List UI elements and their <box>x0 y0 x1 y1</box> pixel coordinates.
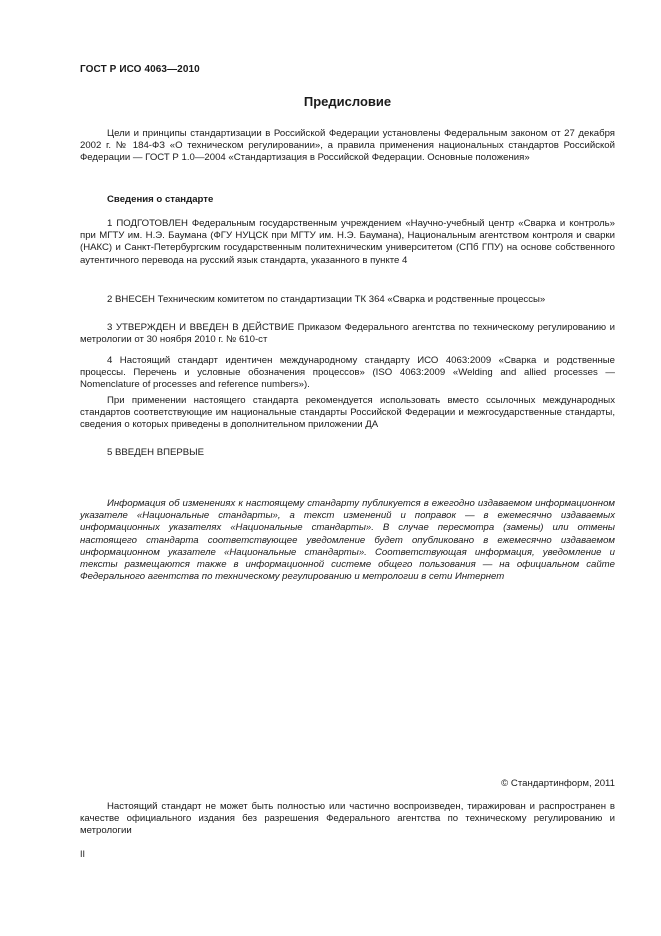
intro-text: Цели и принципы стандартизации в Российской Федерации установлены Федеральным законом от 27 декабря 2002 г. № 184-ФЗ «О техническом регулировании», а правила применения национальных стандартов Российской Федерации — ГОСТ Р 1.0—2004 «Стандартизация в Российской Федерации. Основные положения» <box>80 128 615 164</box>
item-4-note-text: При применении настоящего стандарта рекомендуется использовать вместо ссылочных международных стандартов соответствующие им национальные стандарты Российской Федерации и межгосударственные стандарты, сведения о которых приведены в дополнительном приложении ДА <box>80 394 615 431</box>
item-2-text: 2 ВНЕСЕН Техническим комитетом по стандартизации ТК 364 «Сварка и родственные процессы» <box>107 294 546 305</box>
section-heading-text: Сведения о стандарте <box>107 194 214 205</box>
intro-paragraph <box>80 128 615 165</box>
item-3-paragraph <box>80 322 615 346</box>
item-4-paragraph <box>80 355 615 431</box>
reproduction-notice-paragraph <box>80 801 615 838</box>
item-1-paragraph <box>80 218 615 267</box>
page-number: II <box>80 849 86 859</box>
item-4-text: 4 Настоящий стандарт идентичен международному стандарту ИСО 4063:2009 «Сварка и родственные процессы. Перечень и условные обозначения процессов» (ISO 4063:2009 «Welding and allied processes — Nomenclature of processes and reference numbers»). <box>80 355 615 391</box>
item-5-text: 5 ВВЕДЕН ВПЕРВЫЕ <box>107 447 205 458</box>
item-3-text: 3 УТВЕРЖДЕН И ВВЕДЕН В ДЕЙСТВИЕ Приказом Федерального агентства по техническому регулированию и метрологии от 30 ноября 2010 г. № 610-ст <box>80 322 615 346</box>
standard-code-header: ГОСТ Р ИСО 4063—2010 <box>80 64 200 75</box>
item-1-text: 1 ПОДГОТОВЛЕН Федеральным государственным учреждением «Научно-учебный центр «Сварка и контроль» при МГТУ им. Н.Э. Баумана (ФГУ НУЦСК при МГТУ им. Н.Э. Баумана), Национальным агентством контроля и сварки (НАКС) и Санкт-Петербургским государственным политехническим университетом (СПб ГПУ) на основе собственного аутентичного перевода на русский язык стандарта, указанного в пункте 4 <box>80 218 615 266</box>
item-2-paragraph <box>80 294 615 306</box>
item-5-paragraph <box>80 447 615 459</box>
info-notice-text: Информация об изменениях к настоящему стандарту публикуется в ежегодно издаваемом информационном указателе «Национальные стандарты», а текст изменений и поправок — в ежемесячно издаваемых информационных указателях «Национальные стандарты». В случае пересмотра (замены) или отмены настоящего стандарта соответствующее уведомление будет опубликовано в ежемесячно издаваемом информационном указателе «Национальные стандарты». Соответствующая информация, уведомление и тексты размещаются также в информационной системе общего пользования — на официальном сайте Федерального агентства по техническому регулированию и метрологии в сети Интернет <box>80 498 615 583</box>
reproduction-notice-text: Настоящий стандарт не может быть полностью или частично воспроизведен, тиражирован и распространен в качестве официального издания без разрешения Федерального агентства по техническому регулированию и метрологии <box>80 801 615 837</box>
copyright-line: © Стандартинформ, 2011 <box>501 778 615 789</box>
page-title: Предисловие <box>303 94 392 109</box>
info-notice-paragraph <box>80 498 615 583</box>
section-heading <box>80 194 615 206</box>
